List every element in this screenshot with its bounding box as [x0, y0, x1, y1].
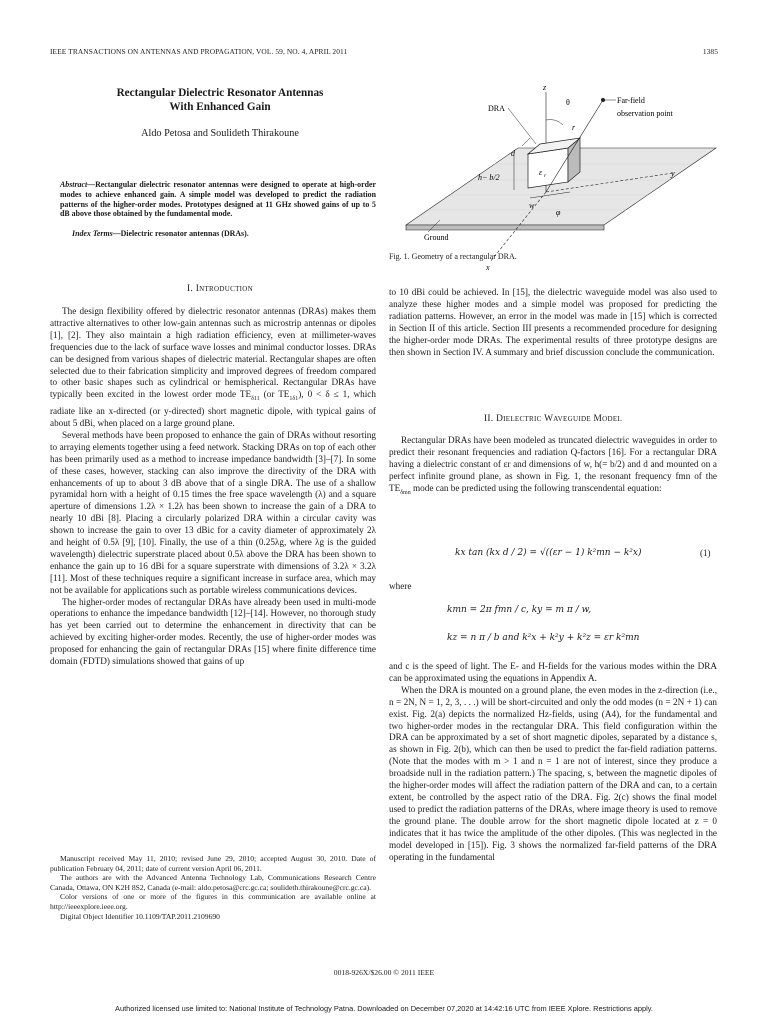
footnote-doi: Digital Object Identifier 10.1109/TAP.2011.2109690	[60, 911, 220, 921]
footnote-received: Manuscript received May 11, 2010; revised June 29, 2010; accepted August 30, 2010. Date of publication February 04, 2011; date of current version April 06, 2011.	[50, 854, 376, 873]
ground-plane-paragraph: When the DRA is mounted on a ground plane, the even modes in the z-direction (i.e., n = 2N, N = 1, 2, 3, . . .) will be short-circuited and only the odd modes (n = 2N + 1) can exist. Fig. 2(a) depicts the normalized Hz-fields, using (A4), for the fundamental and two higher-order modes in the rectangular DRA. This field configuration within the DRA can be approximated by a set of short magnetic dipoles, separated by a distance s, as shown in Fig. 2(b), which can then be used to predict the far-field radiation patterns. (Note that the modes with m > 1 and n = 1 are not of interest, since they produce a broadside null in the radiation pattern.) The spacing, s, between the magnetic dipoles of the higher-order modes will affect the radiation pattern of the DRA and can, to a certain extent, be controlled by the aspect ratio of the DRA. Fig. 2(c) shows the final model used to predict the radiation patterns of the DRAs, where image theory is used to remove the ground plane. The double arrow for the short magnetic dipole located at z = 0 indicates that it has twice the amplitude of the other dipoles. (This was neglected in the model developed in [15]). Fig. 3 shows the normalized far-field patterns of the DRA operating in the fundamental	[389, 684, 717, 862]
section-2-heading: II. Dielectric Waveguide Model	[483, 414, 623, 424]
footnote-affiliation: The authors are with the Advanced Antenna Technology Lab, Communications Research Centre Canada, Ottawa, ON K2H 8S2, Canada (e-mail: aldo.petosa@crc.gc.ca; soulideth.thirakoune@crc.gc.ca).	[50, 873, 376, 892]
authors: Aldo Petosa and Soulideth Thirakoune	[141, 128, 299, 139]
left-column	[50, 306, 376, 668]
intro-continuation: to 10 dBi could be achieved. In [15], the dielectric waveguide model was also used to analyze these higher modes and a simple model was proposed for predicting the radiation patterns. However, an error in the model was made in [15] which is corrected in Section II of this article. Section III presents a recommended procedure for designing the higher-order mode DRAs. The experimental results of three prototype designs are then shown in Section IV. A summary and brief discussion conclude the communication.	[389, 287, 717, 357]
where-label: where	[389, 581, 412, 591]
footnote	[50, 854, 376, 921]
label-r: r	[572, 123, 576, 132]
page-number: 1385	[702, 47, 718, 56]
footnote-color: Color versions of one or more of the figures in this communication are available online at http://ieeexplore.ieee.org.	[50, 892, 376, 911]
label-eps: ε	[539, 168, 543, 177]
dra-front	[528, 148, 568, 188]
label-ground: Ground	[424, 233, 449, 242]
label-y: y	[671, 169, 675, 178]
label-far-field-1: Far-field	[617, 96, 645, 105]
abstract	[60, 180, 376, 219]
label-z: z	[543, 83, 547, 92]
index-terms	[60, 229, 376, 239]
label-w: w	[529, 201, 535, 210]
title-line-2: With Enhanced Gain	[169, 100, 271, 113]
abstract-text: Rectangular dielectric resonator antennas were designed to operate at high-order modes to achieve enhanced gain. A simple model was developed to predict the radiation patterns of the higher-order modes. Prototypes designed at 11 GHz showed gains of up to 5 dB above those obtained by the fundamental mode.	[60, 180, 376, 219]
section-2-paragraph: Rectangular DRAs have been modeled as truncated dielectric waveguides in order to predict their resonant frequencies and radiation Q-factors [16]. For a rectangular DRA having a dielectric constant of εr and dimensions of w, h(= b/2) and d and mounted on a perfect infinite ground plane, as shown in Fig. 1, the resonant frequency fmn of the $TE_{\delta mn}$ mode can be predicted using the following transcendental equation:	[389, 435, 717, 496]
right-column-body	[389, 661, 717, 863]
paper-title	[50, 87, 390, 114]
label-eps-sub: r	[544, 173, 547, 179]
abstract-label: Abstract—	[60, 180, 96, 189]
equation-1-number: (1)	[700, 548, 711, 558]
d-dimension	[522, 138, 530, 146]
section-1-heading: I. Introduction	[187, 284, 253, 294]
figure-1-geometry	[388, 80, 718, 270]
license-note: Authorized licensed use limited to: National Institute of Technology Patna. Downloaded on December 07,2020 at 14:42:16 UTC from IEEE Xplore. Restrictions apply.	[115, 1004, 653, 1013]
intro-paragraph-2: Several methods have been proposed to enhance the gain of DRAs without resorting to arraying elements together using a feed network. Stacking DRAs on top of each other has been primarily used as a method to increase impedance bandwidth [3]–[7]. In some of these cases, however, stacking can also improve the directivity of the DRA with enhancements of up to about 3 dB above that of a single DRA. The use of a shallow pyramidal horn with a height of 0.15 times the free space wavelength (λ) and a square aperture of dimensions 1.2λ × 1.2λ has been shown to increase the gain of a DRA to nearly 10 dBi [8]. Placing a circularly polarized DRA within a circular cavity was shown to increase the gain to over 13 dBic for a cavity diameter of approximately 2λ and height of 0.5λ [9], [10]. Finally, the use of a thin (0.25λg, where λg is the guided wavelength) dielectric superstrate placed about 0.5λ above the DRA has been shown to enhance the gain up to 16 dBi for a square superstrate with dimensions of 3.2λ × 3.2λ [11]. Most of these techniques require a significant increase in surface area, which may not be available for applications such as portable wireless communications devices.	[50, 429, 376, 595]
copyright-line: 0018-926X/$26.00 © 2011 IEEE	[333, 968, 435, 977]
label-far-field-2: observation point	[617, 109, 673, 118]
equation-2b: kz = n π / b and k²x + k²y + k²z = εr k²mn	[447, 633, 640, 643]
section-2-intro	[389, 435, 717, 499]
label-d: d	[511, 149, 515, 158]
title-line-1: Rectangular Dielectric Resonator Antennas	[116, 87, 324, 99]
right-column-continuation	[389, 287, 717, 358]
equation-1: kx tan (kx d / 2) = √((εr − 1) k²mn − k²x)	[455, 548, 642, 558]
intro-paragraph-1: The design flexibility offered by dielectric resonator antennas (DRAs) makes them attractive alternatives to other low-gain antennas such as microstrip antennas or dipoles [1], [2]. They also maintain a high radiation efficiency, even at millimeter-waves frequencies due to the lack of surface wave losses and minimal conductor losses. DRAs can be designed from various shapes of dielectric material. Rectangular shapes are often selected due to their fabrication simplicity and improved degrees of freedom compared to other basic shapes such as cylindrical or hemispherical. Rectangular DRAs have typically been excited in the lowest order mode $TE_{\delta 11}$ (or $TE_{1\delta 1}$), 0 < δ ≤ 1, which radiate like an x-directed (or y-directed) short magnetic dipole, with typical gains of about 5 dBi, when placed on a large ground plane.	[50, 306, 376, 428]
index-terms-text: Dielectric resonator antennas (DRAs).	[120, 229, 249, 238]
fields-paragraph: and c is the speed of light. The E- and H-fields for the various modes within the DRA can be approximated using the equations in Appendix A.	[389, 661, 717, 683]
ground-plane-edge	[406, 225, 604, 230]
intro-paragraph-3: The higher-order modes of rectangular DRAs have already been used in multi-mode operations to enhance the impedance bandwidth [12]–[14]. However, no thorough study has yet been carried out to determine the enhancement in directivity that can be achieved by exciting higher-order modes. Recently, the use of higher-order modes was proposed for enhancing the gain of rectangular DRAs [15] where finite difference time domain (FDTD) simulations showed that gains of up	[50, 596, 376, 667]
label-theta: θ	[566, 98, 570, 107]
label-phi: φ	[556, 208, 561, 217]
label-x: x	[486, 263, 490, 270]
figure-1-caption: Fig. 1. Geometry of a rectangular DRA.	[389, 252, 517, 261]
label-dra: DRA	[488, 104, 505, 113]
dra-leader	[508, 108, 536, 144]
journal-header: IEEE TRANSACTIONS ON ANTENNAS AND PROPAGATION, VOL. 59, NO. 4, APRIL 2011	[50, 47, 348, 56]
equation-2a: kmn = 2π fmn / c, ky = m π / w,	[447, 605, 592, 615]
label-h: h− b/2	[478, 173, 500, 182]
theta-arc	[546, 120, 563, 125]
index-terms-label: Index Terms—	[72, 229, 121, 238]
